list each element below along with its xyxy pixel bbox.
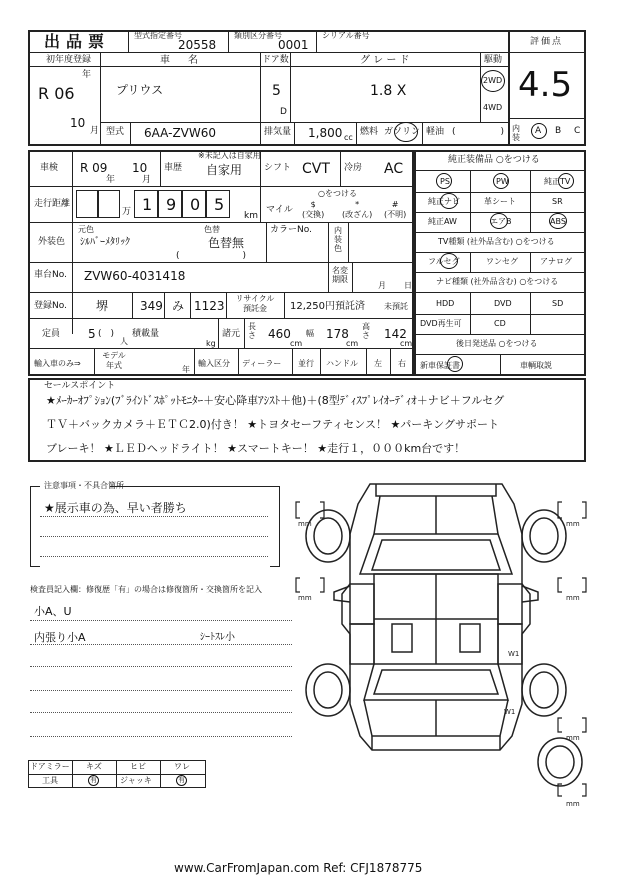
interior-a: A	[535, 126, 542, 136]
interior-label: 内装	[512, 124, 520, 142]
mark-w1-a: W1	[508, 650, 520, 658]
capacity-paren: ( )	[98, 329, 115, 339]
recycle-label: リサイクル預託金	[235, 294, 275, 313]
import-class-label: 輸入区分	[198, 359, 230, 368]
name-change-month: 月	[378, 281, 386, 290]
length-label: 長さ	[248, 322, 256, 340]
equip-pw-circle	[493, 173, 509, 189]
form-title: 出品票	[44, 32, 111, 51]
mile-label: マイル	[266, 205, 293, 215]
grade-label: グ レ ー ド	[360, 55, 410, 66]
color-label: 外装色	[38, 237, 66, 247]
inspector-label: 検査員記入欄：修復歴「有」の場合は修復箇所・交換箇所を記入	[30, 585, 262, 594]
doors-value: 5	[272, 83, 281, 99]
acc-jack-value: 有	[178, 776, 185, 784]
displacement-value: 1,800	[308, 126, 343, 140]
recycle-value: 12,250円預託済	[290, 301, 365, 312]
serial-label: シリアル番号	[322, 31, 370, 40]
mm-rr: mm	[566, 594, 580, 602]
model-cert-value: 20558	[178, 38, 217, 52]
notes-line-1: ★展示車の為、早い者勝ち	[44, 501, 187, 515]
notes-label: 注意事項・不具合箇所	[44, 481, 124, 490]
equip-sr: SR	[552, 197, 563, 206]
load-label: 積載量	[132, 329, 160, 339]
mileage-label: 走行距離	[34, 199, 71, 209]
acc-scratch: キズ	[86, 762, 102, 771]
equip-abs: ABS	[550, 217, 566, 226]
acc-tools-value: 有	[90, 776, 97, 784]
ac-label: 冷房	[344, 163, 363, 173]
use-label: 車歴	[164, 163, 183, 173]
mile-opt-tamper: * (改ざん)	[342, 200, 373, 219]
model-label: 型式	[106, 127, 125, 137]
car-name-label: 車 名	[160, 55, 202, 66]
mile-opt-exchange: $ (交換)	[302, 200, 325, 219]
tv-header: TV種類 (社外品含む) ○をつける	[438, 237, 555, 246]
tv-analog: アナログ	[540, 257, 572, 266]
tv-fullseg-circle	[440, 253, 458, 269]
length-value: 460	[268, 327, 291, 341]
score-value: 4.5	[518, 65, 573, 105]
car-diagram	[290, 474, 600, 814]
name-change-label: 名変期限	[332, 266, 348, 284]
width-label: 幅	[306, 329, 314, 338]
interior-b: B	[555, 126, 562, 136]
dims-label: 諸元	[222, 329, 241, 339]
navi-header: ナビ種類 (社外品含む) ○をつける	[436, 277, 559, 286]
fuel-label: 燃料	[360, 127, 379, 137]
sales-line-1: ★ﾒｰｶｰｵﾌﾟｼｮﾝ(ﾌﾞﾗｲﾝﾄﾞｽﾎﾟｯﾄﾓﾆﾀｰ＋安心降車ｱｼｽﾄ＋他)＋(8型ﾃﾞｨｽﾌﾟﾚｲｵｰﾃﾞｨｵ＋ナビ＋フルセグ	[46, 394, 505, 407]
sales-line-2: ＴＶ＋バックカメラ＋ＥＴＣ2.0)付き！ ★トヨタセーフティセンス！ ★パーキングサポート	[46, 418, 499, 431]
mile-opt-unknown: # (不明)	[384, 200, 407, 219]
inspector-line-2-right: ｼｰﾄｽﾚ小	[200, 632, 235, 643]
height-label: 高さ	[362, 322, 370, 340]
orig-color-value: ｼﾙﾊﾞｰﾒﾀﾘｯｸ	[80, 237, 130, 248]
sales-points-label: セールスポイント	[44, 381, 116, 391]
reg-region: 堺	[96, 299, 109, 313]
navi-hdd: HDD	[436, 299, 455, 308]
height-value: 142	[384, 327, 407, 341]
sales-line-3: ブレーキ！ ★ＬＥＤヘッドライト！ ★スマートキー！ ★走行１，０００km台です！	[46, 442, 466, 455]
acc-tools: 工具	[42, 776, 58, 785]
car-name-value: プリウス	[116, 83, 164, 97]
tv-fullseg: フルセグ	[428, 257, 460, 266]
model-value: 6AA-ZVW60	[144, 126, 217, 140]
height-unit: cm	[400, 339, 413, 348]
navi-dvd-play: DVD再生可	[420, 319, 462, 328]
length-unit: cm	[290, 339, 303, 348]
color-change-label: 色替	[204, 225, 220, 234]
equip-ps: PS	[440, 177, 450, 186]
reg-class: 349	[140, 299, 163, 313]
acc-crack: ヒビ	[130, 762, 146, 771]
mm-fl: mm	[298, 520, 312, 528]
first-reg-label: 初年度登録	[46, 55, 92, 65]
reg-label: 登録No.	[34, 301, 67, 311]
chassis-value: ZVW60-4031418	[84, 269, 186, 283]
docs-warranty-circle	[447, 356, 463, 372]
shaken-era: R 09	[80, 161, 108, 175]
fuel-value: ガソリン	[384, 127, 421, 137]
tv-oneseg: ワンセグ	[486, 257, 518, 266]
displacement-unit: cc	[344, 133, 353, 142]
model-year-label: モデル年式	[102, 351, 126, 370]
left-label: 左	[374, 359, 382, 368]
color-no-label: カラーNo.	[270, 225, 312, 235]
width-unit: cm	[346, 339, 359, 348]
shaken-year-unit: 年	[106, 175, 116, 185]
equip-navi-circle	[440, 193, 458, 209]
navi-dvd: DVD	[494, 299, 512, 308]
shift-value: CVT	[302, 161, 330, 177]
light-oil-paren: ( )	[452, 127, 505, 137]
parallel-label: 並行	[298, 359, 314, 368]
right-label: 右	[398, 359, 406, 368]
acc-mirror: ドアミラー	[30, 762, 70, 771]
mm-spare: mm	[566, 734, 580, 742]
equip-airbag-circle	[490, 213, 508, 229]
equip-abs-circle	[549, 213, 567, 229]
interior-color-label: 内装色	[334, 226, 342, 253]
drive-4wd: 4WD	[483, 103, 503, 112]
category-value: 0001	[278, 38, 309, 52]
color-change-value: 色替無	[208, 236, 245, 250]
recycle-unpaid: 未預託	[384, 302, 408, 311]
std-equip-header: 純正装備品 ○をつける	[448, 155, 540, 165]
equip-tv: 純正TV	[544, 177, 571, 186]
footer-watermark: www.CarFromJapan.com Ref: CFJ1878775	[174, 861, 423, 875]
first-reg-month: 10	[70, 116, 86, 130]
capacity-unit: 人	[120, 337, 128, 346]
mm-rl: mm	[298, 594, 312, 602]
drive-label: 駆動	[484, 55, 503, 65]
grade-value: 1.8 X	[370, 83, 407, 99]
reg-kana: み	[172, 299, 185, 313]
equip-tv-circle	[558, 173, 574, 189]
load-unit: kg	[206, 339, 216, 348]
inspector-line-2: 内張り小A	[34, 631, 86, 644]
first-reg-month-unit: 月	[90, 126, 100, 136]
chassis-label: 車台No.	[34, 270, 67, 280]
docs-header: 後日発送品 ○をつける	[456, 339, 538, 348]
acc-jack: ジャッキ	[120, 776, 152, 785]
orig-color-label: 元色	[78, 225, 94, 234]
category-label: 類別区分番号	[234, 31, 282, 40]
navi-cd: CD	[494, 319, 506, 328]
name-change-day: 日	[404, 281, 412, 290]
interior-c: C	[574, 126, 581, 136]
width-value: 178	[326, 327, 349, 341]
handle-label: ハンドル	[326, 359, 358, 368]
spare-tire-icon	[538, 738, 582, 786]
model-cert-label: 型式指定番号	[134, 31, 182, 40]
first-reg-era: R 06	[38, 84, 75, 103]
mm-fr: mm	[566, 520, 580, 528]
displacement-label: 排気量	[264, 127, 292, 137]
equip-navi: 純正ナビ	[428, 197, 460, 206]
use-note: ※未記入は自家用	[198, 151, 261, 160]
dealer-label: ディーラー	[242, 359, 282, 368]
doors-sub: D	[280, 107, 287, 117]
capacity-label: 定員	[42, 329, 61, 339]
ac-value: AC	[384, 161, 404, 177]
first-reg-year-unit: 年	[82, 70, 92, 80]
docs-warranty: 新車保証書	[420, 361, 460, 370]
reg-number: 1123	[194, 299, 225, 313]
shaken-month: 10	[132, 161, 148, 175]
equip-pw: PW	[496, 177, 509, 186]
mileage-digits: 万 1 9 0 5	[76, 190, 234, 218]
fuel-circle	[394, 122, 418, 142]
mm-spare2: mm	[566, 800, 580, 808]
drive-2wd: 2WD	[483, 76, 503, 85]
mileage-note: ○をつける	[318, 189, 357, 198]
shaken-label: 車検	[40, 163, 59, 173]
shaken-month-unit: 月	[142, 175, 152, 185]
equip-leather: 革シート	[484, 197, 516, 206]
equip-ps-circle	[436, 173, 452, 189]
capacity-value: 5	[88, 327, 96, 341]
shift-label: シフト	[264, 163, 292, 173]
notes-bracket	[30, 486, 280, 566]
mark-w1-b: W1	[504, 708, 516, 716]
light-oil-label: 軽油	[426, 127, 445, 137]
equip-aw: 純正AW	[428, 217, 457, 226]
model-year-unit: 年	[182, 365, 190, 374]
km-unit: km	[244, 211, 258, 221]
use-value: 自家用	[206, 163, 243, 177]
score-label: 評価点	[530, 37, 564, 47]
inspector-line-1: 小A、U	[34, 605, 72, 618]
docs-manual: 車輌取説	[520, 361, 552, 370]
import-label: 輸入車のみ⇒	[34, 359, 81, 368]
doors-label: ドア数	[262, 55, 289, 65]
acc-broken: ワレ	[174, 762, 190, 771]
color-paren: ( )	[176, 251, 247, 261]
navi-sd: SD	[552, 299, 564, 308]
equip-airbag: エアB	[490, 217, 512, 226]
